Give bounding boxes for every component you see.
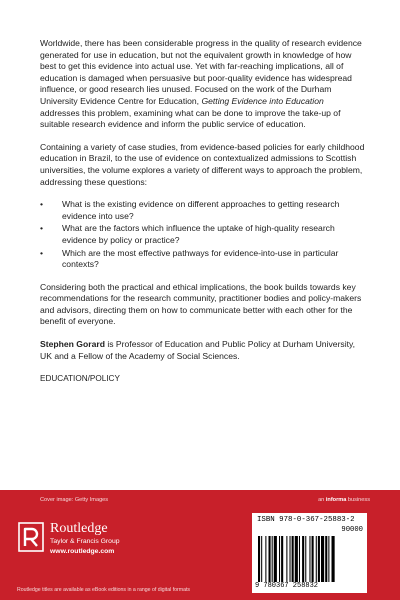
author-name: Stephen Gorard xyxy=(40,339,105,350)
book-title-italic: Getting Evidence into Education xyxy=(201,95,324,106)
barcode-stripe xyxy=(265,536,266,582)
ebook-availability-note: Routledge titles are available as eBook editions in a range of digital formats xyxy=(17,587,191,593)
barcode-stripe xyxy=(269,536,271,582)
barcode-stripe xyxy=(272,536,273,582)
barcode-stripe xyxy=(316,536,317,582)
barcode-stripe xyxy=(295,536,298,582)
barcode-stripe xyxy=(261,536,262,582)
publisher-website: www.routledge.com xyxy=(50,548,115,555)
barcode-stripe xyxy=(312,536,314,582)
question-item: • Which are the most effective pathways for evidence-into-use in particular contexts? xyxy=(40,248,365,271)
barcode-stripe xyxy=(274,536,277,582)
barcode-stripe xyxy=(281,536,283,582)
barcode-stripe xyxy=(279,536,280,582)
barcode-digits: 9 780367 258832 xyxy=(255,582,319,590)
publisher-group: Taylor & Francis Group xyxy=(50,538,120,545)
author-bio: Stephen Gorard is Professor of Education and Public Policy at Durham University, UK and a Fellow of the Academy of Social Sciences. xyxy=(40,339,356,361)
barcode-stripe xyxy=(328,536,329,582)
barcode-stripe xyxy=(290,536,291,582)
barcode-stripe xyxy=(309,536,310,582)
routledge-logo-icon xyxy=(18,522,44,552)
barcode-stripe xyxy=(318,536,320,582)
publisher-footer-band xyxy=(0,490,400,600)
blurb-paragraph-3: Considering both the practical and ethical implications, the book builds towards key recommendations for the research community, practitioner bodies and policy-makers and advisors, directing them on how to communicate better with each other for the benefit of everyone. xyxy=(40,281,362,327)
question-item: • What are the factors which influence the uptake of high-quality research evidence by policy or practice? xyxy=(40,223,365,246)
informa-business-tag: an informa business xyxy=(318,497,370,503)
barcode-stripe xyxy=(299,536,300,582)
barcode-stripe xyxy=(292,536,294,582)
subject-category: EDUCATION/POLICY xyxy=(40,374,120,384)
barcode-stripe xyxy=(302,536,304,582)
barcode-bars xyxy=(258,536,362,582)
barcode-stripe xyxy=(286,536,287,582)
barcode-stripe xyxy=(305,536,306,582)
cover-image-credit: Cover image: Getty Images xyxy=(40,497,109,503)
blurb-paragraph-1: Worldwide, there has been considerable progress in the quality of research evidence generated for use in education, but not the equivalent growth in knowledge of how best to get this evidence into actual use. Yet with far-reaching implications, all of education is damaged when persuasive but poor-quality evidence has widespread influence, or good research lies unused. Focused on the work of the Durham University Evidence Centre for Education, Getting Evidence into Education addresses this problem, examining what can be done to improve the take-up of suitable research evidence and inform the public service of education. xyxy=(40,38,362,130)
barcode-stripe xyxy=(332,536,335,582)
isbn-number: ISBN 978-0-367-25883-2 xyxy=(257,516,355,524)
back-cover-blurb xyxy=(40,38,365,396)
blurb-paragraph-2: Containing a variety of case studies, from evidence-based policies for early childhood education in Brazil, to the use of evidence on contextualized admissions to Scottish universities, the volume explores a variety of different ways to approach the problem, addressing these questions: xyxy=(40,141,365,187)
publisher-name: Routledge xyxy=(50,521,108,536)
question-item: • What is the existing evidence on different approaches to getting research evidence into use? xyxy=(40,199,365,222)
isbn-barcode-panel xyxy=(252,513,367,593)
barcode-stripe xyxy=(321,536,324,582)
barcode-stripe xyxy=(258,536,260,582)
question-list xyxy=(40,199,365,271)
price-code: 90000 xyxy=(341,526,363,534)
barcode-stripe xyxy=(325,536,327,582)
